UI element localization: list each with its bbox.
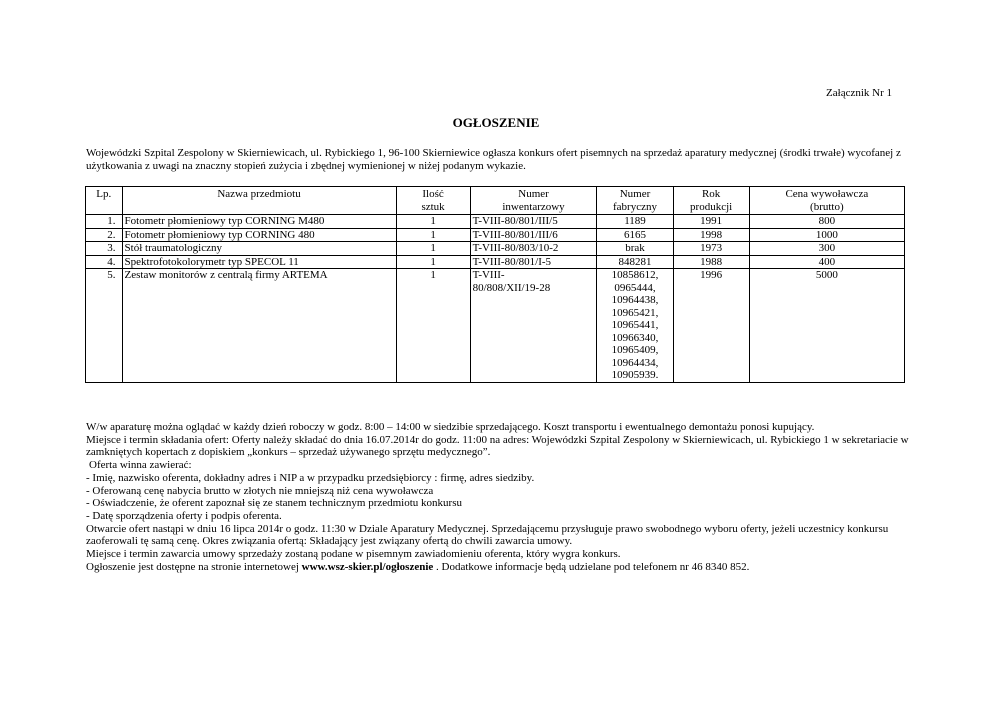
cell-starting-price: 400 — [749, 255, 904, 269]
cell-qty: 1 — [396, 228, 470, 242]
cell-inventory-number: T-VIII-80/801/I-5 — [470, 255, 597, 269]
contact-text: . Dodatkowe informacje będą udzielane pod telefonem nr 46 8340 852. — [433, 560, 750, 573]
cell-production-year: 1991 — [673, 215, 749, 229]
availability-text: Ogłoszenie jest dostępne na stronie internetowej — [86, 560, 302, 573]
contract-info: Miejsce i termin zawarcia umowy sprzedaży zostaną podane w pisemnym zawiadomieniu oferenta, który wygra konkurs. — [86, 548, 621, 561]
header-name: Nazwa przedmiotu — [122, 187, 396, 215]
cell-factory-number: 10858612, 0965444, 10964438, 10965421, 10965441, 10966340, 10965409, 10964434, 10905939. — [597, 269, 673, 383]
table-row — [86, 269, 905, 383]
offer-requirement-item: - Oświadczenie, że oferent zapoznał się ze stanem technicznym przedmiotu konkursu — [86, 497, 462, 510]
header-factory-number: Numer fabryczny — [597, 187, 673, 215]
cell-production-year: 1988 — [673, 255, 749, 269]
cell-lp: 3. — [86, 242, 123, 256]
offer-requirement-item: - Datę sporządzenia oferty i podpis oferenta. — [86, 509, 282, 522]
page-title: OGŁOSZENIE — [452, 115, 540, 130]
header-production-year: Rok produkcji — [673, 187, 749, 215]
header-inventory-number: Numer inwentarzowy — [470, 187, 597, 215]
cell-starting-price: 1000 — [749, 228, 904, 242]
availability-info — [86, 561, 916, 574]
table-header-row — [86, 187, 905, 215]
header-qty: Ilość sztuk — [396, 187, 470, 215]
cell-qty: 1 — [396, 255, 470, 269]
announcement-body — [86, 421, 916, 573]
cell-qty: 1 — [396, 269, 470, 383]
cell-name: Zestaw monitorów z centralą firmy ARTEMA — [122, 269, 396, 383]
header-starting-price: Cena wywoławcza (brutto) — [749, 187, 904, 215]
cell-factory-number: 6165 — [597, 228, 673, 242]
cell-factory-number: brak — [597, 242, 673, 256]
viewing-info: W/w aparaturę można oglądać w każdy dzień roboczy w godz. 8:00 – 14:00 w siedzibie sprzedającego. Koszt transportu i ewentualnego demontażu ponosi kupujący. — [86, 421, 815, 433]
cell-lp: 1. — [86, 215, 123, 229]
submission-info: Miejsce i termin składania ofert: Oferty należy składać do dnia 16.07.2014r do godz. 11:00 na adres: Wojewódzki Szpital Zespolony w Skierniewicach, ul. Rybickiego 1 w sekretariacie w zamkniętych kopertach z dopiskiem „konkurs – sprzedaż używanego sprzętu medycznego”. — [86, 433, 909, 459]
cell-name: Spektrofotokolorymetr typ SPECOL 11 — [122, 255, 396, 269]
table-row — [86, 228, 905, 242]
cell-production-year: 1996 — [673, 269, 749, 383]
website-link[interactable]: www.wsz-skier.pl/ogłoszenie — [301, 560, 434, 573]
cell-qty: 1 — [396, 242, 470, 256]
cell-inventory-number: T-VIII-80/801/III/6 — [470, 228, 597, 242]
opening-info: Otwarcie ofert nastąpi w dniu 16 lipca 2014r o godz. 11:30 w Dziale Aparatury Medycznej. Sprzedającemu przysługuje prawo swobodnego wyboru oferty, jeżeli uczestnicy konkursu zaoferowali tę samą cenę. Okres związania ofertą: Składający jest związany ofertą do chwili zawarcia umowy. — [86, 522, 889, 548]
cell-name: Fotometr płomieniowy typ CORNING M480 — [122, 215, 396, 229]
cell-lp: 4. — [86, 255, 123, 269]
table-row — [86, 255, 905, 269]
table-row — [86, 215, 905, 229]
cell-starting-price: 5000 — [749, 269, 904, 383]
cell-lp: 2. — [86, 228, 123, 242]
offer-contents-heading: Oferta winna zawierać: — [89, 459, 192, 472]
cell-starting-price: 800 — [749, 215, 904, 229]
items-table — [85, 186, 905, 383]
offer-requirement-item: - Imię, nazwisko oferenta, dokładny adres i NIP a w przypadku przedsiębiorcy : firmę, adres siedziby. — [86, 471, 535, 484]
offer-requirement-item: - Oferowaną cenę nabycia brutto w złotych nie mniejszą niż cena wywoławcza — [86, 484, 434, 497]
annex-label: Załącznik Nr 1 — [826, 87, 892, 99]
cell-inventory-number: T-VIII-80/801/III/5 — [470, 215, 597, 229]
cell-inventory-number: T-VIII- 80/808/XII/19-28 — [470, 269, 597, 383]
cell-qty: 1 — [396, 215, 470, 229]
cell-lp: 5. — [86, 269, 123, 383]
cell-starting-price: 300 — [749, 242, 904, 256]
cell-name: Fotometr płomieniowy typ CORNING 480 — [122, 228, 396, 242]
cell-inventory-number: T-VIII-80/803/10-2 — [470, 242, 597, 256]
cell-production-year: 1973 — [673, 242, 749, 256]
header-lp: Lp. — [86, 187, 123, 215]
cell-production-year: 1998 — [673, 228, 749, 242]
intro-paragraph: Wojewódzki Szpital Zespolony w Skierniewicach, ul. Rybickiego 1, 96-100 Skierniewice ogłasza konkurs ofert pisemnych na sprzedaż aparatury medycznej (środki trwałe) wycofanej z użytkowania z uwagi na znaczny stopień zużycia i zbędnej wymienionej w niżej podanym wykazie. — [86, 147, 901, 172]
cell-name: Stół traumatologiczny — [122, 242, 396, 256]
cell-factory-number: 848281 — [597, 255, 673, 269]
table-row — [86, 242, 905, 256]
cell-factory-number: 1189 — [597, 215, 673, 229]
